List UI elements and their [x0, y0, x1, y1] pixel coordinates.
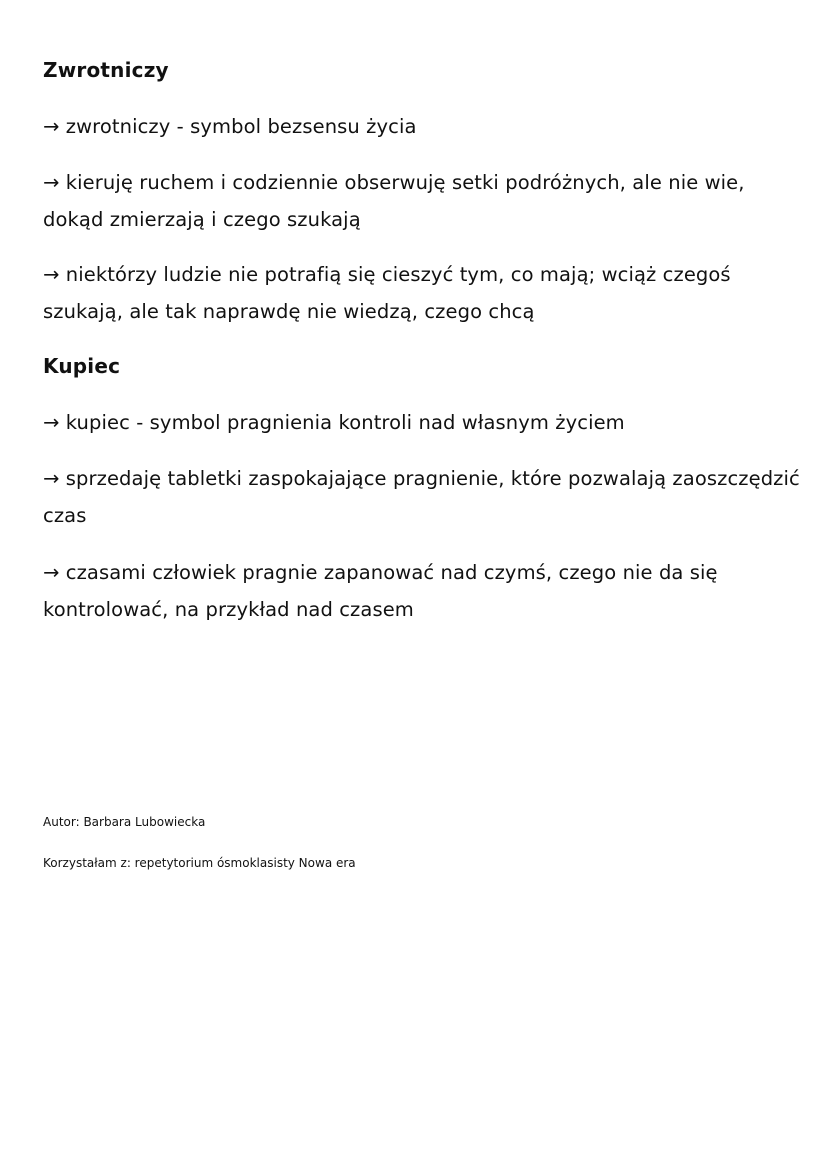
- arrow-icon: →: [43, 171, 60, 194]
- paragraph: [43, 108, 803, 145]
- paragraph-text: zwrotniczy - symbol bezsensu życia: [65, 115, 417, 138]
- paragraph: [43, 404, 803, 441]
- paragraph: [43, 164, 803, 238]
- paragraph-text: czasami człowiek pragnie zapanować nad czymś, czego nie da się kontrolować, na przykład nad czasem: [43, 561, 718, 621]
- paragraph-text: kieruję ruchem i codziennie obserwuję setki podróżnych, ale nie wie, dokąd zmierzają i czego szukają: [43, 171, 745, 231]
- paragraph-text: niektórzy ludzie nie potrafią się cieszyć tym, co mają; wciąż czegoś szukają, ale tak naprawdę nie wiedzą, czego chcą: [43, 263, 731, 323]
- section-heading-kupiec: Kupiec: [43, 354, 121, 378]
- paragraph-text: sprzedaję tabletki zaspokajające pragnienie, które pozwalają zaoszczędzić czas: [43, 467, 800, 527]
- paragraph-text: kupiec - symbol pragnienia kontroli nad własnym życiem: [65, 411, 625, 434]
- paragraph: [43, 460, 803, 534]
- author-credit: Autor: Barbara Lubowiecka: [43, 815, 206, 829]
- paragraph: [43, 554, 803, 628]
- arrow-icon: →: [43, 263, 60, 286]
- paragraph: [43, 256, 803, 330]
- source-credit: Korzystałam z: repetytorium ósmoklasisty Nowa era: [43, 856, 356, 870]
- arrow-icon: →: [43, 561, 60, 584]
- arrow-icon: →: [43, 411, 60, 434]
- arrow-icon: →: [43, 115, 60, 138]
- section-heading-zwrotniczy: Zwrotniczy: [43, 58, 169, 82]
- arrow-icon: →: [43, 467, 60, 490]
